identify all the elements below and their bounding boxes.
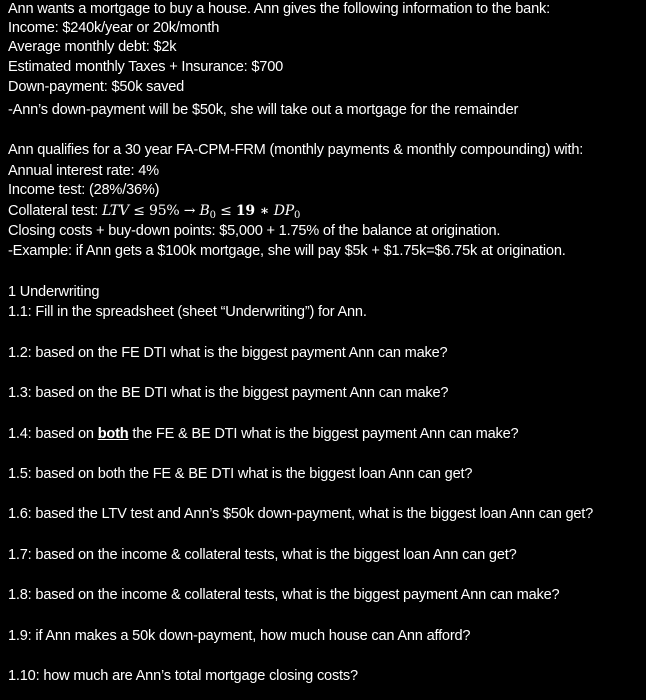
- collateral-label: Collateral test:: [8, 203, 102, 219]
- dp-symbol: DP: [273, 203, 294, 219]
- question-1-7: 1.7: based on the income & collateral tests, what is the biggest loan Ann can get?: [8, 547, 517, 563]
- question-1-6: 1.6: based the LTV test and Ann’s $50k down-payment, what is the biggest loan Ann can get?: [8, 506, 594, 522]
- ltv-inequality: ≤ 95% →: [128, 203, 200, 219]
- down-payment-line: Down-payment: $50k saved: [8, 79, 185, 95]
- section-heading: 1 Underwriting: [8, 284, 100, 300]
- debt-line: Average monthly debt: $2k: [8, 39, 177, 55]
- intro-line-1: Ann wants a mortgage to buy a house. Ann gives the following information to the bank:: [8, 1, 550, 17]
- closing-costs-line: Closing costs + buy-down points: $5,000 + 1.75% of the balance at origination.: [8, 223, 501, 239]
- question-1-4-emphasis: both: [97, 426, 129, 442]
- ltv-symbol: LTV: [101, 203, 129, 219]
- dp-subscript: 0: [294, 210, 301, 221]
- income-test-line: Income test: (28%/36%): [8, 182, 160, 198]
- question-1-2: 1.2: based on the FE DTI what is the biggest payment Ann can make?: [8, 345, 448, 361]
- question-1-9: 1.9: if Ann makes a 50k down-payment, how much house can Ann afford?: [8, 628, 471, 644]
- closing-costs-example: -Example: if Ann gets a $100k mortgage, she will pay $5k + $1.75k=$6.75k at origination.: [8, 243, 566, 259]
- question-1-4: [8, 425, 518, 444]
- question-1-3: 1.3: based on the BE DTI what is the biggest payment Ann can make?: [8, 385, 449, 401]
- interest-rate-line: Annual interest rate: 4%: [8, 163, 159, 179]
- income-line: Income: $240k/year or 20k/month: [8, 20, 220, 36]
- balance-subscript: 0: [209, 210, 216, 221]
- question-1-10: 1.10: how much are Ann’s total mortgage closing costs?: [8, 668, 358, 684]
- collateral-test-line: [8, 202, 300, 221]
- balance-symbol: B: [199, 203, 210, 219]
- multiplier: 19 ∗: [235, 203, 274, 219]
- loan-terms-line: Ann qualifies for a 30 year FA-CPM-FRM (monthly payments & monthly compounding) with:: [8, 142, 584, 158]
- taxes-insurance-line: Estimated monthly Taxes + Insurance: $700: [8, 59, 284, 75]
- question-1-1: 1.1: Fill in the spreadsheet (sheet “Underwriting”) for Ann.: [8, 304, 367, 320]
- question-1-5: 1.5: based on both the FE & BE DTI what is the biggest loan Ann can get?: [8, 466, 473, 482]
- question-1-8: 1.8: based on the income & collateral tests, what is the biggest payment Ann can make?: [8, 587, 560, 603]
- down-payment-note: -Ann’s down-payment will be $50k, she will take out a mortgage for the remainder: [8, 102, 519, 118]
- question-1-4-pre: 1.4: based on: [8, 426, 98, 442]
- question-1-4-post: the FE & BE DTI what is the biggest payment Ann can make?: [128, 426, 519, 442]
- balance-inequality: ≤: [215, 203, 236, 219]
